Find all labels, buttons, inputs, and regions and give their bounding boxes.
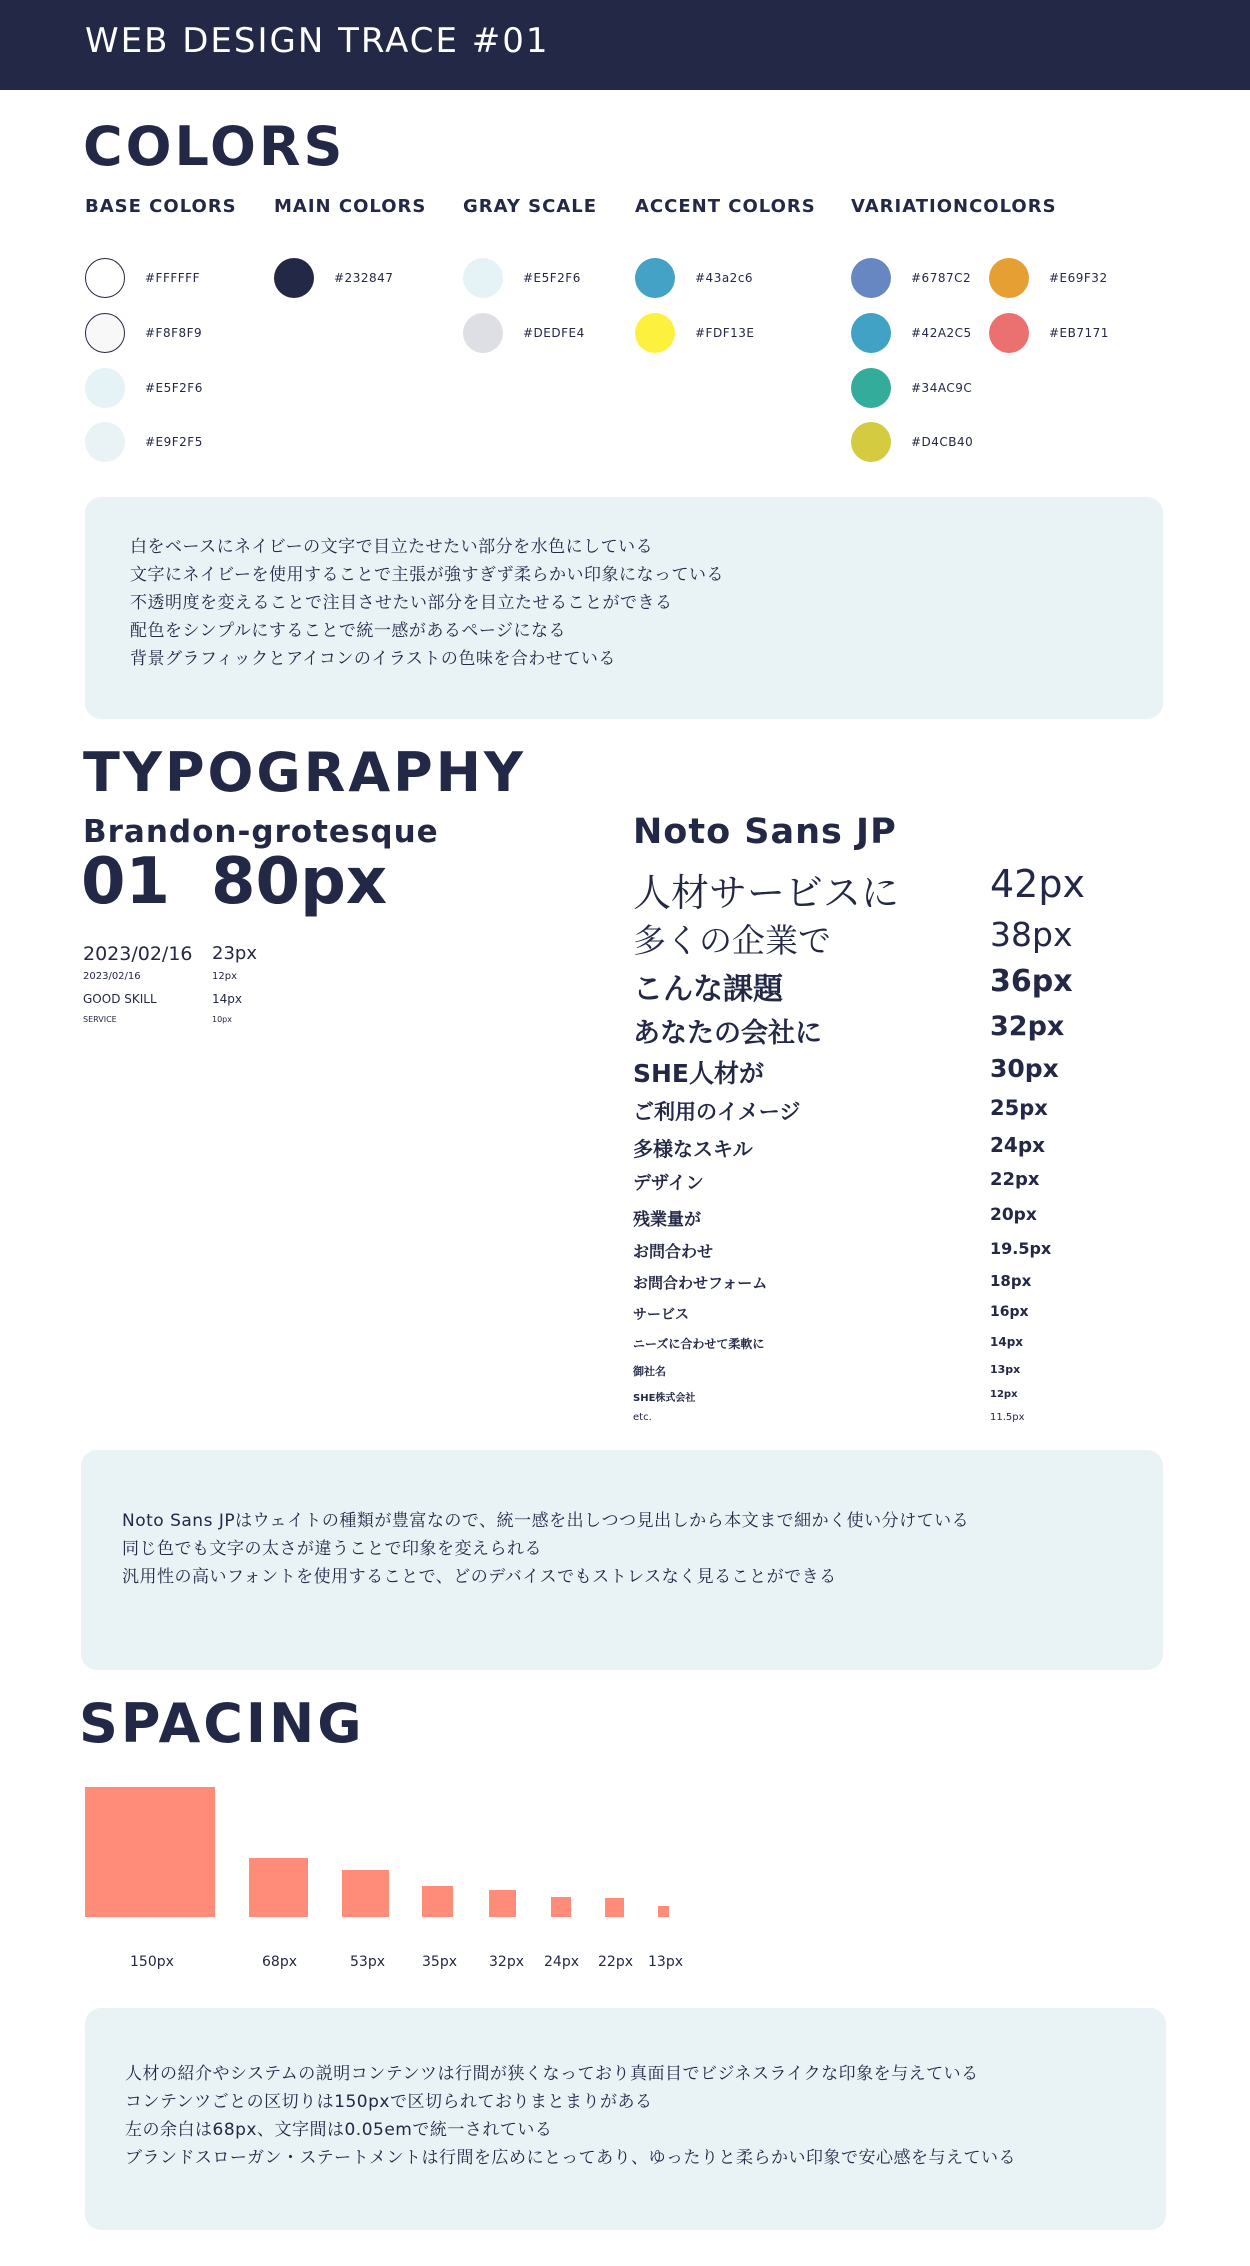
typography-section-title: TYPOGRAPHY: [83, 741, 526, 804]
color-swatch: [635, 258, 675, 298]
colors-note-line: 文字にネイビーを使用することで主張が強すぎず柔らかい印象になっている: [130, 565, 724, 585]
noto-sample-text: あなたの会社に: [633, 1018, 822, 1049]
spacing-note-line: コンテンツごとの区切りは150pxで区切られておりまとまりがある: [125, 2092, 653, 2112]
noto-font-name: Noto Sans JP: [633, 812, 897, 852]
spacing-label: 22px: [598, 1954, 633, 1970]
spacing-label: 13px: [648, 1954, 683, 1970]
color-swatch-label: #EB7171: [1049, 326, 1109, 340]
noto-sample-text: お問合わせフォーム: [633, 1274, 768, 1292]
color-swatch: [989, 313, 1029, 353]
noto-sample-text: 多様なスキル: [633, 1137, 753, 1161]
spacing-note-line: 左の余白は68px、文字間は0.05emで統一されている: [125, 2120, 553, 2140]
color-swatch-label: #FDF13E: [695, 326, 755, 340]
brandon-sample-size: 23px: [212, 943, 257, 964]
brandon-big-size: 80px: [211, 845, 388, 919]
typography-note-line: 汎用性の高いフォントを使用することで、どのデバイスでもストレスなく見ることができる: [122, 1567, 837, 1587]
color-swatch: [851, 313, 891, 353]
noto-sample-size: 25px: [990, 1096, 1048, 1120]
spacing-label: 24px: [544, 1954, 579, 1970]
noto-sample-text: 御社名: [633, 1365, 666, 1378]
variation-colors-heading: VARIATIONCOLORS: [851, 196, 1057, 217]
noto-sample-size: 11.5px: [990, 1412, 1025, 1423]
brandon-sample-text: 2023/02/16: [83, 943, 193, 965]
colors-note-text: [130, 533, 724, 673]
noto-sample-size: 24px: [990, 1133, 1046, 1157]
spacing-block: [422, 1886, 453, 1917]
noto-sample-size: 13px: [990, 1363, 1021, 1376]
typography-note-line: Noto Sans JPはウェイトの種類が豊富なので、統一感を出しつつ見出しから本文まで細かく使い分けている: [122, 1511, 970, 1531]
color-swatch-label: #D4CB40: [911, 435, 974, 449]
brandon-sample-text: GOOD SKILL: [83, 992, 157, 1006]
brandon-sample-size: 10px: [212, 1015, 232, 1024]
spacing-block: [85, 1787, 215, 1917]
spacing-label: 53px: [350, 1954, 385, 1970]
color-swatch: [851, 422, 891, 462]
spacing-label: 32px: [489, 1954, 524, 1970]
noto-sample-text: デザイン: [633, 1173, 704, 1194]
noto-sample-size: 38px: [990, 915, 1073, 954]
page-header: [0, 0, 1250, 90]
noto-sample-text: 人材サービスに: [633, 871, 900, 915]
colors-section-title: COLORS: [83, 115, 346, 178]
brandon-sample-size: 14px: [212, 992, 242, 1006]
color-swatch-label: #232847: [334, 271, 394, 285]
brandon-font-name: Brandon-grotesque: [83, 814, 439, 850]
spacing-note-line: ブランドスローガン・ステートメントは行間を広めにとってあり、ゆったりと柔らかい印象で安心感を与えている: [125, 2148, 1016, 2168]
spacing-label: 35px: [422, 1954, 457, 1970]
spacing-block: [342, 1870, 389, 1917]
color-swatch-label: #E5F2F6: [145, 381, 203, 395]
color-swatch: [85, 368, 125, 408]
noto-sample-size: 42px: [990, 862, 1085, 906]
color-swatch-label: #E5F2F6: [523, 271, 581, 285]
spacing-block: [489, 1890, 516, 1917]
color-swatch-label: #6787C2: [911, 271, 972, 285]
spacing-section-title: SPACING: [79, 1692, 365, 1755]
color-swatch: [851, 258, 891, 298]
color-swatch-label: #E69F32: [1049, 271, 1108, 285]
noto-sample-text: etc.: [633, 1412, 652, 1423]
brandon-sample-size: 12px: [212, 971, 237, 982]
colors-note-line: 不透明度を変えることで注目させたい部分を目立たせることができる: [130, 593, 673, 613]
brandon-big-number: 01: [81, 845, 171, 919]
spacing-note-text: [125, 2060, 1016, 2172]
color-swatch: [274, 258, 314, 298]
spacing-block: [551, 1897, 571, 1917]
color-swatch-label: #DEDFE4: [523, 326, 585, 340]
noto-sample-size: 20px: [990, 1205, 1037, 1225]
noto-sample-size: 36px: [990, 964, 1073, 999]
color-swatch: [463, 313, 503, 353]
colors-note-box: [85, 497, 1163, 719]
color-swatch: [85, 422, 125, 462]
noto-sample-size: 30px: [990, 1054, 1059, 1083]
noto-sample-text: SHE株式会社: [633, 1393, 696, 1404]
noto-sample-size: 12px: [990, 1389, 1018, 1400]
color-swatch-label: #E9F2F5: [145, 435, 203, 449]
main-colors-heading: MAIN COLORS: [274, 196, 427, 217]
noto-sample-text: サービス: [633, 1307, 689, 1323]
colors-note-line: 配色をシンプルにすることで統一感があるページになる: [130, 621, 567, 641]
noto-sample-text: SHE人材が: [633, 1059, 765, 1088]
noto-sample-size: 19.5px: [990, 1239, 1052, 1258]
noto-sample-text: こんな課題: [633, 972, 783, 1007]
color-swatch-label: #FFFFFF: [145, 271, 200, 285]
colors-note-line: 白をベースにネイビーの文字で目立たせたい部分を水色にしている: [130, 537, 654, 557]
brandon-sample-text: SERVICE: [83, 1015, 117, 1024]
color-swatch-label: #F8F8F9: [145, 326, 203, 340]
page-title: WEB DESIGN TRACE #01: [85, 21, 550, 61]
typography-note-line: 同じ色でも文字の太さが違うことで印象を変えられる: [122, 1539, 542, 1559]
color-swatch: [851, 368, 891, 408]
noto-sample-size: 16px: [990, 1304, 1029, 1320]
spacing-block: [658, 1906, 669, 1917]
brandon-sample-text: 2023/02/16: [83, 971, 141, 982]
color-swatch: [85, 258, 125, 298]
noto-sample-text: ご利用のイメージ: [633, 1100, 801, 1124]
color-swatch-label: #34AC9C: [911, 381, 973, 395]
color-swatch: [463, 258, 503, 298]
noto-sample-size: 18px: [990, 1272, 1032, 1290]
noto-sample-text: お問合わせ: [633, 1242, 714, 1261]
color-swatch: [989, 258, 1029, 298]
accent-colors-heading: ACCENT COLORS: [635, 196, 816, 217]
base-colors-heading: BASE COLORS: [85, 196, 237, 217]
noto-sample-text: 多くの企業で: [633, 921, 831, 960]
spacing-label: 150px: [130, 1954, 174, 1970]
spacing-label: 68px: [262, 1954, 297, 1970]
color-swatch-label: #42A2C5: [911, 326, 972, 340]
spacing-block: [605, 1898, 624, 1917]
spacing-note-box: [85, 2008, 1166, 2230]
colors-note-line: 背景グラフィックとアイコンのイラストの色味を合わせている: [130, 649, 616, 669]
noto-sample-size: 22px: [990, 1169, 1040, 1190]
spacing-block: [249, 1858, 308, 1917]
typography-note-text: [122, 1507, 969, 1591]
noto-sample-text: ニーズに合わせて柔軟に: [633, 1337, 765, 1351]
noto-sample-size: 32px: [990, 1011, 1065, 1042]
gray-scale-heading: GRAY SCALE: [463, 196, 598, 217]
spacing-note-line: 人材の紹介やシステムの説明コンテンツは行間が狭くなっており真面目でビジネスライクな印象を与えている: [125, 2064, 979, 2084]
color-swatch: [85, 313, 125, 353]
noto-sample-size: 14px: [990, 1335, 1024, 1349]
color-swatch-label: #43a2c6: [695, 271, 754, 285]
color-swatch: [635, 313, 675, 353]
typography-note-box: [81, 1450, 1163, 1670]
noto-sample-text: 残業量が: [633, 1210, 701, 1230]
